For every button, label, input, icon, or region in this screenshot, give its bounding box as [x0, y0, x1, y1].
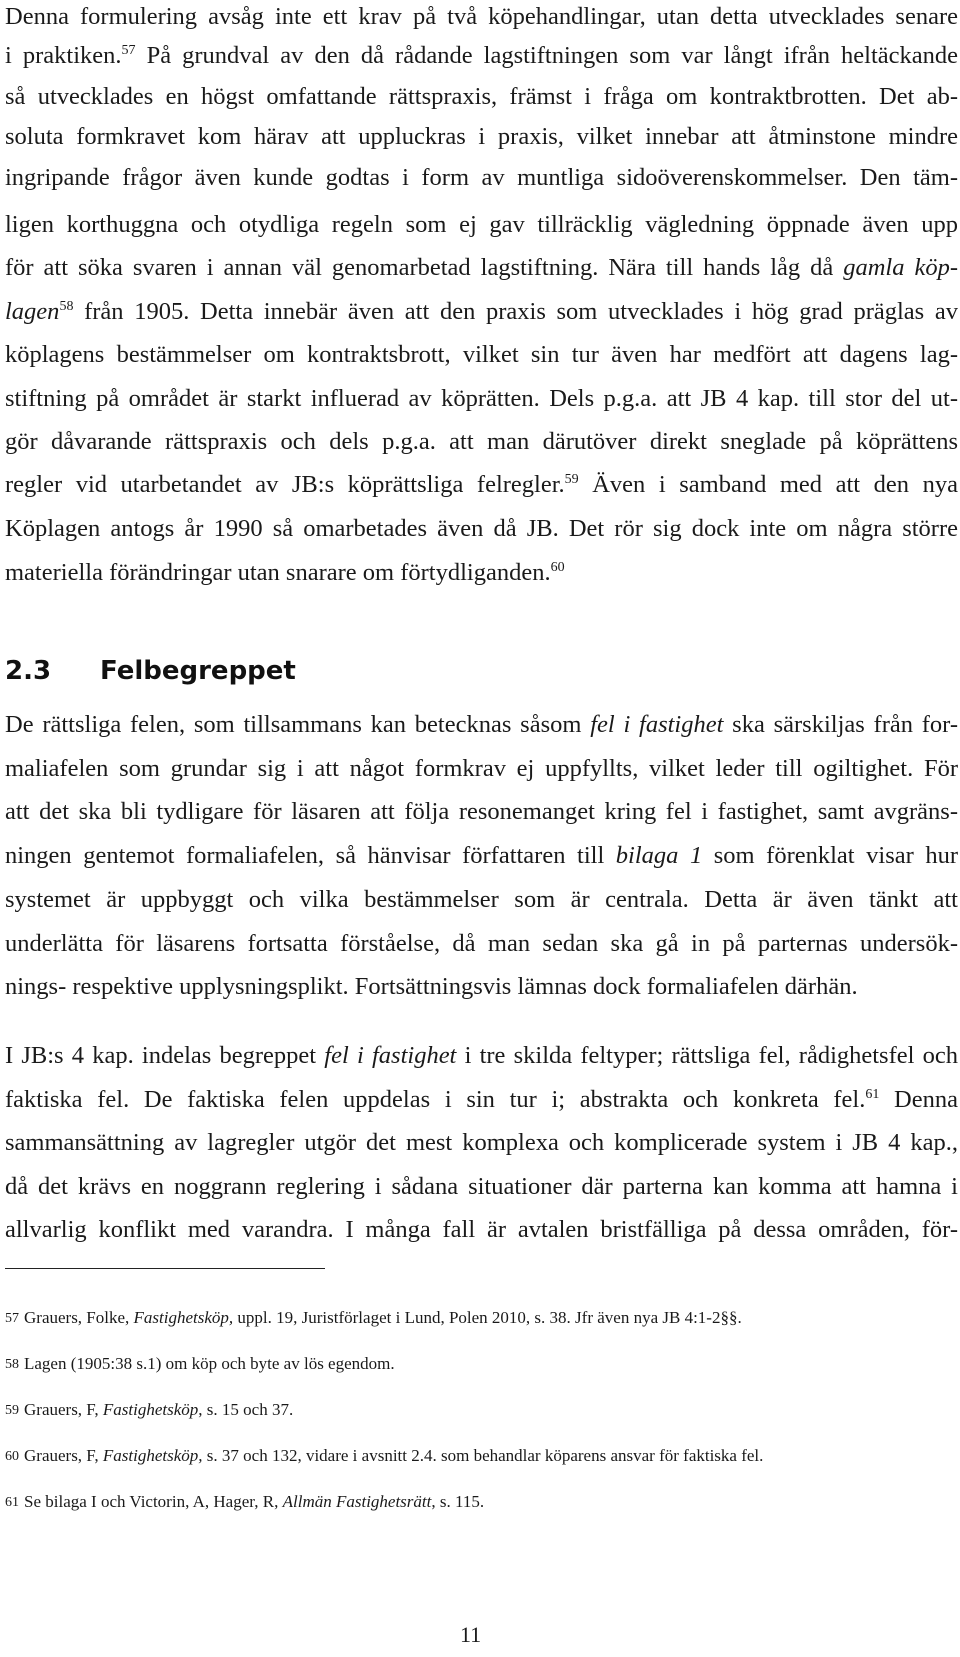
- body-line: soluta formkravet kom härav att uppluckras i praxis, vilket innebar att åtminstone mindre: [5, 123, 958, 150]
- section-number: 2.3: [5, 656, 52, 686]
- footnote: 60 Grauers, F, Fastighetsköp, s. 37 och 132, vidare i avsnitt 2.4. som behandlar köparens ansvar för faktiska fel.: [5, 1446, 764, 1465]
- body-line: De rättsliga felen, som tillsammans kan betecknas såsom fel i fastighet ska särskiljas från for-: [5, 711, 958, 738]
- body-line: att det ska bli tydligare för läsaren att följa resonemanget kring fel i fastighet, samt avgräns-: [5, 798, 958, 825]
- footnote: 59 Grauers, F, Fastighetsköp, s. 15 och 37.: [5, 1400, 294, 1419]
- body-line: ningen gentemot formaliafelen, så hänvisar författaren till bilaga 1 som förenklat visar hur: [5, 842, 958, 869]
- body-line: systemet är uppbyggt och vilka bestämmelser som är centrala. Detta är även tänkt att: [5, 886, 958, 913]
- body-line: sammansättning av lagregler utgör det mest komplexa och komplicerade system i JB 4 kap.,: [5, 1129, 958, 1156]
- footnote-ref: 57: [121, 43, 136, 58]
- body-line: stiftning på området är starkt influerad av köprätten. Dels p.g.a. att JB 4 kap. till stor del ut-: [5, 385, 958, 412]
- body-line: nings- respektive upplysningsplikt. Fortsättningsvis lämnas dock formaliafelen därhän.: [5, 973, 858, 1000]
- body-line: ligen korthuggna och otydliga regeln som ej gav tillräcklig vägledning öppnade även upp: [5, 211, 958, 238]
- body-line: underlätta för läsarens fortsatta förståelse, då man sedan ska gå in på parternas undersök-: [5, 930, 958, 957]
- page-number: 11: [460, 1622, 482, 1647]
- body-line: allvarlig konflikt med varandra. I många fall är avtalen bristfälliga på dessa områden, för-: [5, 1216, 958, 1243]
- body-line: Denna formulering avsåg inte ett krav på två köpehandlingar, utan detta utvecklades senare: [5, 3, 958, 30]
- body-line: faktiska fel. De faktiska felen uppdelas i sin tur i; abstrakta och konkreta fel.$^{61}$ Denna: [5, 1086, 958, 1113]
- section-heading: [5, 654, 296, 688]
- body-line: i praktiken.$^{57}$ På grundval av den då rådande lagstiftningen som var långt ifrån heltäckande: [5, 42, 958, 69]
- body-line: materiella förändringar utan snarare om förtydliganden.$^{60}$: [5, 559, 565, 586]
- body-line: köplagens bestämmelser om kontraktsbrott, vilket sin tur även har medfört att dagens lag-: [5, 341, 958, 368]
- body-line: ingripande frågor även kunde godtas i form av muntliga sidoöverenskommelser. Den täm-: [5, 164, 958, 191]
- body-line: lagen$^{58}$ från 1905. Detta innebär även att den praxis som utvecklades i hög grad präglas av: [5, 298, 958, 325]
- footnote-ref: 60: [550, 560, 565, 575]
- body-line: Köplagen antogs år 1990 så omarbetades även då JB. Det rör sig dock inte om några större: [5, 515, 958, 542]
- footnote-separator: [5, 1268, 325, 1269]
- footnote: 57 Grauers, Folke, Fastighetsköp, uppl. 19, Juristförlaget i Lund, Polen 2010, s. 38. Jfr även nya JB 4:1-2§§.: [5, 1308, 742, 1327]
- footnote: 61 Se bilaga I och Victorin, A, Hager, R, Allmän Fastighetsrätt, s. 115.: [5, 1492, 485, 1511]
- body-line: då det krävs en noggrann reglering i sådana situationer där parterna kan komma att hamna i: [5, 1173, 958, 1200]
- body-line: så utvecklades en högst omfattande rättspraxis, främst i fråga om kontraktbrotten. Det ab-: [5, 83, 958, 110]
- body-line: regler vid utarbetandet av JB:s köprättsliga felregler.$^{59}$ Även i samband med att den nya: [5, 471, 958, 498]
- body-line: för att söka svaren i annan väl genomarbetad lagstiftning. Nära till hands låg då gamla köp-: [5, 254, 958, 281]
- body-line: maliafelen som grundar sig i att något formkrav ej uppfyllts, vilket leder till ogiltighet. För: [5, 755, 958, 782]
- footnote-ref: 59: [564, 472, 579, 487]
- body-line: I JB:s 4 kap. indelas begreppet fel i fastighet i tre skilda feltyper; rättsliga fel, rådighetsfel och: [5, 1042, 958, 1069]
- section-title: Felbegreppet: [100, 656, 296, 686]
- footnote: 58 Lagen (1905:38 s.1) om köp och byte av lös egendom.: [5, 1354, 395, 1373]
- body-line: gör dåvarande rättspraxis och dels p.g.a. att man därutöver direkt sneglade på köprättens: [5, 428, 958, 455]
- footnote-ref: 61: [865, 1087, 880, 1102]
- footnote-ref: 58: [59, 299, 74, 314]
